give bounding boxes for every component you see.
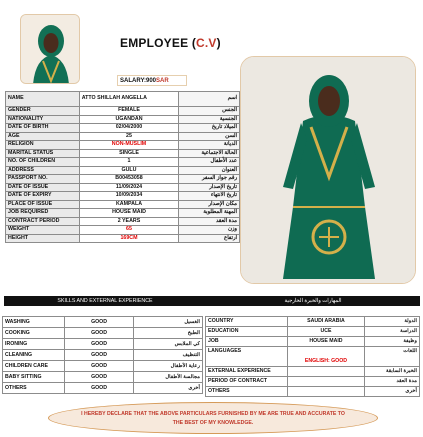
skill-row-label-arabic: مجالسة الأطفال	[134, 372, 203, 383]
detail-row-label-arabic: تاريخ الإصدار	[179, 183, 240, 192]
info-value	[287, 367, 365, 377]
detail-row	[6, 115, 240, 124]
info-value: SAUDI ARABIA	[287, 317, 365, 327]
skill-row-label: CHILDREN CARE	[3, 361, 65, 372]
skill-row-value: GOOD	[64, 350, 134, 361]
detail-row-value: 11/09/2024	[79, 183, 179, 192]
skills-section-bar: SKILLS AND EXTERNAL EXPERIENCE	[4, 296, 206, 306]
info-label-arabic: الدراسة	[365, 327, 420, 337]
info-row-education	[206, 327, 420, 337]
detail-row	[6, 124, 240, 133]
detail-row-label-arabic: اسم	[179, 92, 240, 107]
detail-row-label-arabic: رقم جواز السفر	[179, 175, 240, 184]
info-row-others	[206, 387, 420, 397]
detail-row-label-arabic: الحالة الاجتماعية	[179, 149, 240, 158]
skill-row-label-arabic: الغسيل	[134, 317, 203, 328]
info-value: HOUSE MAID	[287, 337, 365, 347]
detail-row	[6, 192, 240, 201]
info-value	[287, 387, 365, 397]
detail-row	[6, 209, 240, 218]
detail-row-label-arabic: الميلاد تاريخ	[179, 124, 240, 133]
info-row-external-experience	[206, 367, 420, 377]
detail-row-value: FEMALE	[79, 107, 179, 116]
info-value: UCE	[287, 327, 365, 337]
detail-row-label: WEIGHT	[6, 226, 80, 235]
detail-row-label: RELIGION	[6, 141, 80, 150]
detail-row-label: JOB REQUIRED	[6, 209, 80, 218]
detail-row-label: DATE OF EXPIRY	[6, 192, 80, 201]
detail-row-label-arabic: العنوان	[179, 166, 240, 175]
detail-row-label-arabic: مكان الإصدار	[179, 200, 240, 209]
detail-row-label-arabic: ارتفاع	[179, 234, 240, 243]
employee-photo-large	[240, 56, 416, 284]
info-label-arabic: اللغات	[365, 347, 420, 367]
info-label: OTHERS	[206, 387, 288, 397]
detail-row-label-arabic: الجنس	[179, 107, 240, 116]
detail-row	[6, 149, 240, 158]
skill-row-value: GOOD	[64, 328, 134, 339]
skill-row-value: GOOD	[64, 361, 134, 372]
detail-row	[6, 226, 240, 235]
skill-row-value: GOOD	[64, 372, 134, 383]
detail-row-label-arabic: عدد الأطفال	[179, 158, 240, 167]
detail-row	[6, 183, 240, 192]
detail-row-value: HOUSE MAID	[79, 209, 179, 218]
detail-row-value: 65	[79, 226, 179, 235]
detail-row-label-arabic: تاريخ الانتهاء	[179, 192, 240, 201]
detail-row-value: GULU	[79, 166, 179, 175]
skill-row-label: CLEANING	[3, 350, 65, 361]
info-label: EXTERNAL EXPERIENCE	[206, 367, 288, 377]
info-label: COUNTRY	[206, 317, 288, 327]
detail-row-value: B00453058	[79, 175, 179, 184]
detail-row-label-arabic: مدة العقد	[179, 217, 240, 226]
detail-row-label: PLACE OF ISSUE	[6, 200, 80, 209]
skill-row	[3, 372, 203, 383]
skills-section-bar-arabic: المهارات والخبرة الخارجية	[206, 296, 420, 306]
skill-row-label: OTHERS	[3, 383, 65, 394]
info-label-arabic: الدولة	[365, 317, 420, 327]
detail-row	[6, 132, 240, 141]
detail-row-value: 2 YEARS	[79, 217, 179, 226]
skill-row-label: IRONING	[3, 339, 65, 350]
detail-row	[6, 107, 240, 116]
skills-table	[2, 316, 203, 394]
skill-row-label-arabic: الطبخ	[134, 328, 203, 339]
employee-photo-small	[20, 14, 80, 84]
skill-row-label-arabic: التنظيف	[134, 350, 203, 361]
detail-row-value: UGANDAN	[79, 115, 179, 124]
detail-row-label-arabic: السن	[179, 132, 240, 141]
detail-row-value: 10/09/2034	[79, 192, 179, 201]
info-label-arabic: مدة العقد	[365, 377, 420, 387]
detail-row-label-arabic: المهنة المطلوبة	[179, 209, 240, 218]
declaration-text: I HEREBY DECLARE THAT THE ABOVE PARTICULARS FURNISHED BY ME ARE TRUE AND ACCURATE TO THE BEST OF MY KNOWLEDGE.	[48, 402, 378, 434]
skill-row-value: GOOD	[64, 383, 134, 394]
detail-row-label-arabic: الديانة	[179, 141, 240, 150]
skill-row-value: GOOD	[64, 339, 134, 350]
experience-info-table	[205, 316, 420, 397]
personal-details-table	[5, 91, 240, 243]
detail-row	[6, 166, 240, 175]
detail-row-value: 1	[79, 158, 179, 167]
detail-row	[6, 141, 240, 150]
info-label: EDUCATION	[206, 327, 288, 337]
skill-row-label: COOKING	[3, 328, 65, 339]
detail-row-label: AGE	[6, 132, 80, 141]
info-value: ENGLISH: GOOD	[287, 347, 365, 367]
detail-row-label: GENDER	[6, 107, 80, 116]
detail-row-value: 02/04/2000	[79, 124, 179, 133]
skill-row	[3, 361, 203, 372]
detail-row-value: NON-MUSLIM	[79, 141, 179, 150]
skill-row-label: BABY SITTING	[3, 372, 65, 383]
detail-row-label-arabic: وزن	[179, 226, 240, 235]
info-label-arabic: وظيفة	[365, 337, 420, 347]
skill-row-label: WASHING	[3, 317, 65, 328]
skill-row	[3, 317, 203, 328]
skill-row-label-arabic: رعاية الأطفال	[134, 361, 203, 372]
detail-row-label: PASSPORT NO.	[6, 175, 80, 184]
info-row-job	[206, 337, 420, 347]
detail-row-label: NATIONALITY	[6, 115, 80, 124]
detail-row-label: NO. OF CHILDREN	[6, 158, 80, 167]
skill-row	[3, 339, 203, 350]
detail-row-label: MARITAL STATUS	[6, 149, 80, 158]
detail-row-value: ATTO SHILLAH ANGELLA	[79, 92, 179, 107]
detail-row-label-arabic: الجنسية	[179, 115, 240, 124]
info-label: JOB	[206, 337, 288, 347]
skill-row-label-arabic: كي الملابس	[134, 339, 203, 350]
detail-row	[6, 200, 240, 209]
info-value	[287, 377, 365, 387]
page-title: EMPLOYEE (C.V)	[120, 36, 221, 50]
detail-row-label: ADDRESS	[6, 166, 80, 175]
skill-row	[3, 350, 203, 361]
info-row-languages	[206, 347, 420, 367]
detail-row	[6, 92, 240, 107]
info-label-arabic: الخبرة السابقة	[365, 367, 420, 377]
detail-row	[6, 175, 240, 184]
skill-row	[3, 328, 203, 339]
detail-row-label: NAME	[6, 92, 80, 107]
info-row-period	[206, 377, 420, 387]
salary-field: SALARY:900SAR	[117, 75, 187, 86]
detail-row-label: DATE OF ISSUE	[6, 183, 80, 192]
detail-row-label: DATE OF BIRTH	[6, 124, 80, 133]
info-label-arabic: أخرى	[365, 387, 420, 397]
detail-row	[6, 234, 240, 243]
detail-row-label: CONTRACT PERIOD	[6, 217, 80, 226]
detail-row	[6, 158, 240, 167]
detail-row-value: KAMPALA	[79, 200, 179, 209]
info-label: LANGUAGES	[206, 347, 288, 367]
detail-row-value: SINGLE	[79, 149, 179, 158]
skill-row-value: GOOD	[64, 317, 134, 328]
detail-row-value: 25	[79, 132, 179, 141]
detail-row-value: 169CM	[79, 234, 179, 243]
skill-row-label-arabic: أخرى	[134, 383, 203, 394]
detail-row	[6, 217, 240, 226]
info-row-country	[206, 317, 420, 327]
skill-row	[3, 383, 203, 394]
detail-row-label: HEIGHT	[6, 234, 80, 243]
info-label: PERIOD OF CONTRACT	[206, 377, 288, 387]
